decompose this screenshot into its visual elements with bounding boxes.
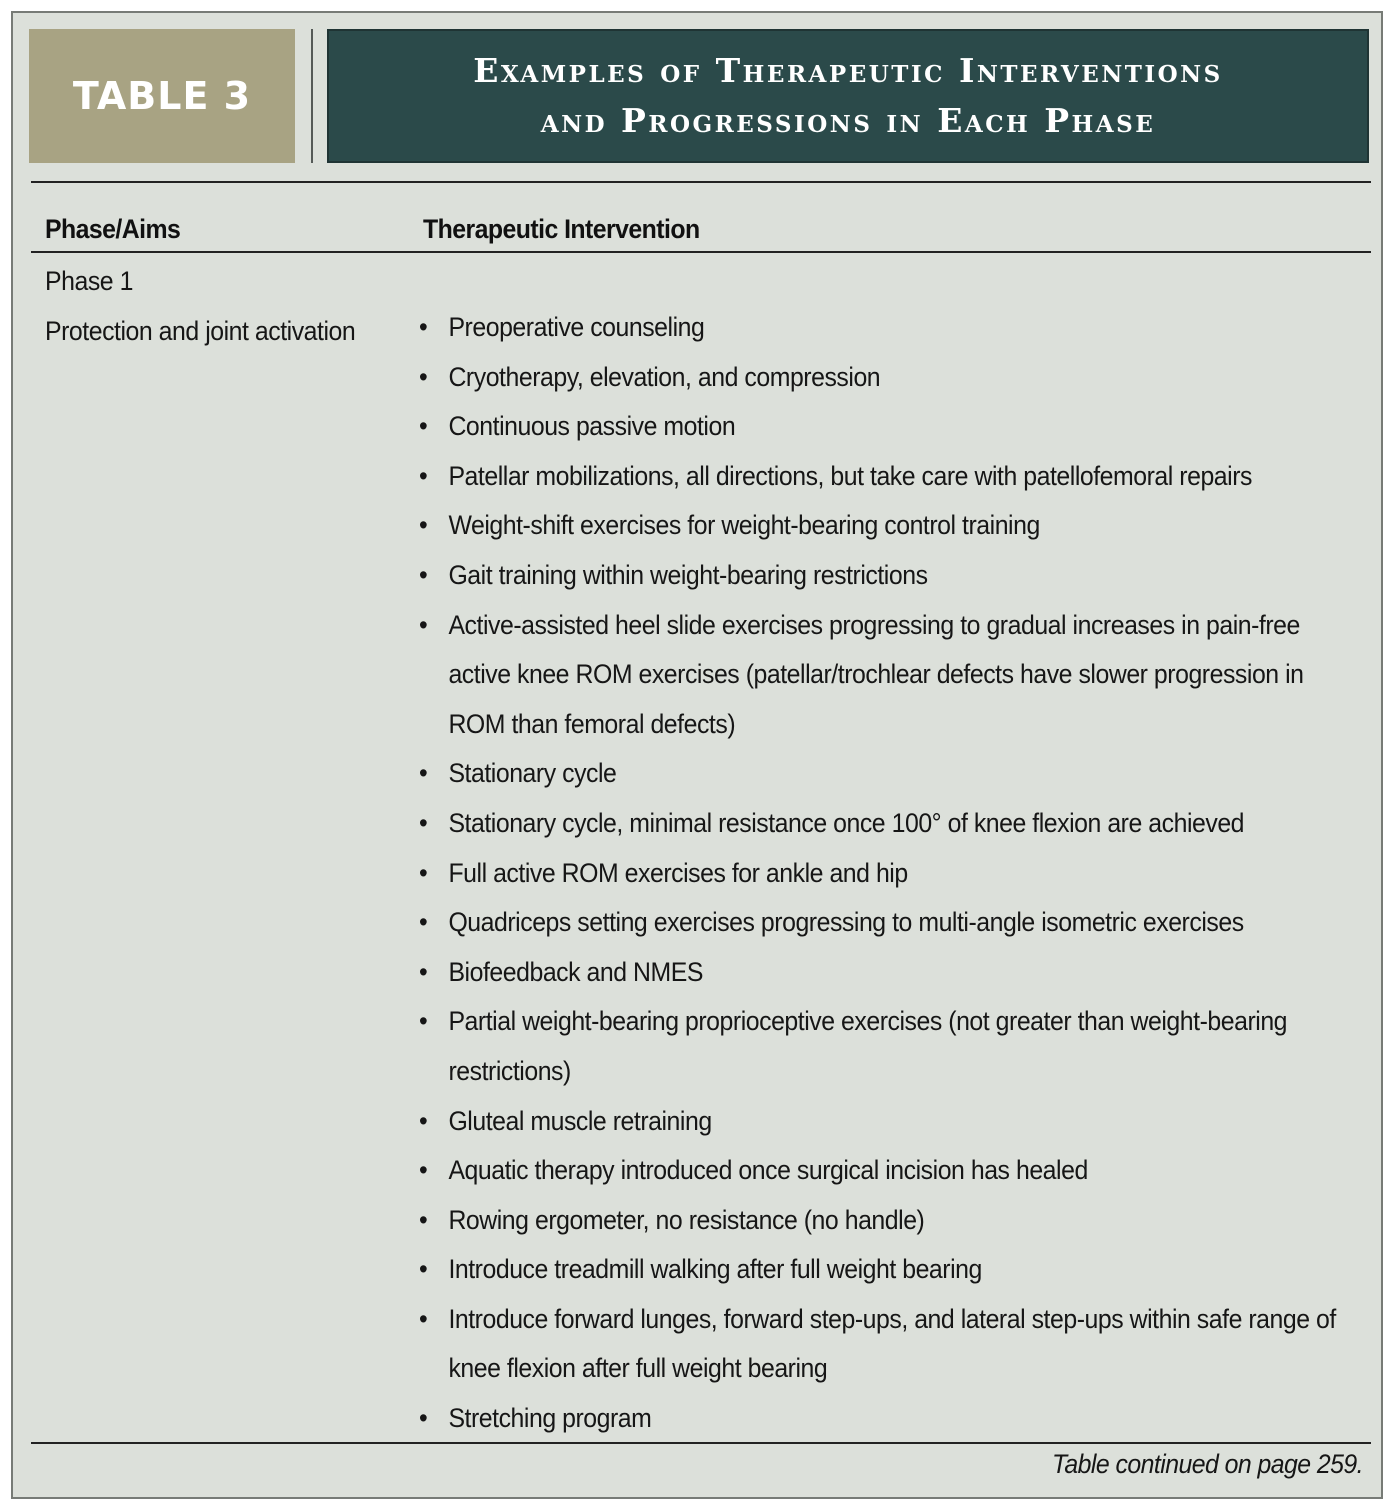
intervention-text: Cryotherapy, elevation, and compression — [448, 361, 881, 392]
bullet-icon: • — [419, 609, 428, 640]
bullet-icon: • — [419, 559, 428, 590]
table-title — [327, 29, 1369, 163]
intervention-text: Biofeedback and NMES — [448, 956, 703, 987]
intervention-text: Partial weight-bearing proprioceptive exercises (not greater than weight-bearing restrictions) — [448, 1006, 1288, 1086]
bullet-icon: • — [419, 510, 428, 541]
intervention-text: Aquatic therapy introduced once surgical incision has healed — [448, 1155, 1088, 1186]
bullet-icon: • — [419, 758, 428, 789]
intervention-text: Weight-shift exercises for weight-bearing control training — [448, 510, 1040, 541]
table-continued-note: Table continued on page 259. — [1052, 1449, 1363, 1479]
intervention-item — [419, 898, 1348, 948]
column-header-phase: Phase/Aims — [45, 214, 181, 244]
phase-name: Phase 1 — [45, 266, 133, 296]
intervention-item — [419, 501, 1348, 551]
intervention-text: Full active ROM exercises for ankle and hip — [448, 857, 908, 888]
intervention-item — [419, 1196, 1348, 1246]
intervention-text: Gluteal muscle retraining — [448, 1105, 712, 1136]
bullet-icon: • — [419, 956, 428, 987]
intervention-text: Preoperative counseling — [448, 312, 705, 342]
table-label: TABLE 3 — [29, 29, 295, 163]
intervention-text: Stretching program — [448, 1403, 652, 1434]
phase-aim: Protection and joint activation — [45, 316, 356, 346]
bullet-icon: • — [419, 1006, 428, 1037]
intervention-item — [419, 1295, 1348, 1394]
table-title-line2: and Progressions in Each Phase — [540, 101, 1156, 140]
intervention-text: Introduce forward lunges, forward step-ups, and lateral step-ups within safe range of knee flexion after full weight bearing — [448, 1303, 1336, 1384]
intervention-text: Rowing ergometer, no resistance (no handle) — [448, 1204, 925, 1235]
bullet-icon: • — [419, 1254, 428, 1285]
intervention-item — [419, 353, 1348, 403]
header-divider — [311, 29, 313, 163]
bottom-rule — [31, 1442, 1371, 1444]
intervention-text: Continuous passive motion — [448, 411, 736, 442]
header-rule — [31, 251, 1371, 253]
bullet-icon: • — [419, 907, 428, 938]
bullet-icon: • — [419, 1303, 428, 1334]
intervention-text: Stationary cycle — [448, 758, 617, 789]
intervention-item — [419, 1146, 1348, 1196]
top-rule — [31, 181, 1371, 183]
bullet-icon: • — [419, 312, 428, 342]
column-header-intervention: Therapeutic Intervention — [423, 214, 700, 244]
intervention-text: Introduce treadmill walking after full weight bearing — [448, 1254, 982, 1285]
bullet-icon: • — [419, 857, 428, 888]
intervention-item — [419, 601, 1348, 750]
intervention-item — [419, 1097, 1348, 1147]
intervention-item — [419, 551, 1348, 601]
intervention-item — [419, 799, 1348, 849]
intervention-item — [419, 997, 1348, 1096]
intervention-item — [419, 749, 1348, 799]
table-title-line1: Examples of Therapeutic Interventions — [473, 51, 1223, 90]
intervention-item — [419, 402, 1348, 452]
intervention-item — [419, 1245, 1348, 1295]
bullet-icon: • — [419, 1204, 428, 1235]
intervention-item — [419, 303, 1348, 353]
bullet-icon: • — [419, 361, 428, 392]
intervention-text: Quadriceps setting exercises progressing to multi-angle isometric exercises — [448, 907, 1244, 938]
intervention-item — [419, 849, 1348, 899]
table-panel — [11, 11, 1383, 1499]
intervention-item — [419, 1394, 1348, 1444]
intervention-item — [419, 948, 1348, 998]
intervention-text: Stationary cycle, minimal resistance once 100° of knee flexion are achieved — [448, 807, 1245, 838]
intervention-item — [419, 452, 1348, 502]
bullet-icon: • — [419, 1403, 428, 1434]
bullet-icon: • — [419, 1105, 428, 1136]
intervention-list — [419, 303, 1348, 1444]
bullet-icon: • — [419, 460, 428, 491]
bullet-icon: • — [419, 1155, 428, 1186]
intervention-text: Gait training within weight-bearing restrictions — [448, 559, 928, 590]
bullet-icon: • — [419, 411, 428, 442]
intervention-text: Active-assisted heel slide exercises progressing to gradual increases in pain-free active knee ROM exercises (patellar/trochlear defects have slower progression in ROM than femoral defects) — [448, 609, 1304, 739]
bullet-icon: • — [419, 807, 428, 838]
intervention-text: Patellar mobilizations, all directions, but take care with patellofemoral repairs — [448, 460, 1253, 491]
